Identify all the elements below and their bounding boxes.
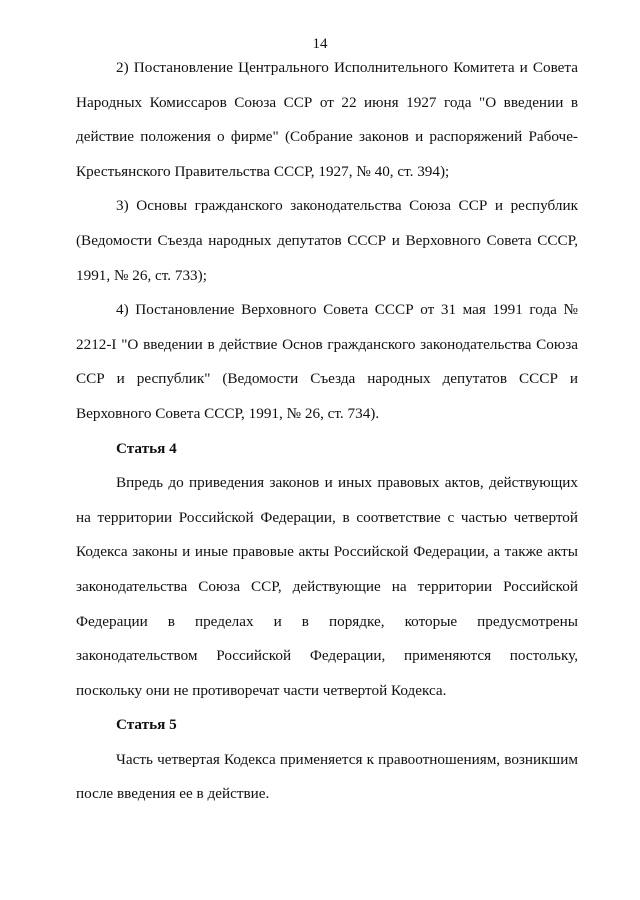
list-item-2: 2) Постановление Центрального Исполнительного Комитета и Совета Народных Комиссаров Союза ССР от 22 июня 1927 года "О введении в действие положения о фирме" (Собрание законов и распоряжений Рабоче-Крестьянского Правительства СССР, 1927, № 40, ст. 394); xyxy=(76,59,578,180)
article-5-text: Часть четвертая Кодекса применяется к правоотношениям, возникшим после введения ее в действие. xyxy=(76,750,578,803)
document-body xyxy=(76,51,578,812)
list-item-3: 3) Основы гражданского законодательства Союза ССР и республик (Ведомости Съезда народных депутатов СССР и Верховного Совета СССР, 1991, № 26, ст. 733); xyxy=(76,197,578,284)
article-5-heading: Статья 5 xyxy=(116,716,177,734)
article-4-text: Впредь до приведения законов и иных правовых актов, действующих на территории Российской Федерации, в соответствие с частью четвертой Кодекса законы и иные правовые акты Российской Федерации, а также акты законодательства Союза ССР, действующие на территории Российской Федерации в пределах и в порядке, которые предусмотрены законодательством Российской Федерации, применяются постольку, поскольку они не противоречат части четвертой Кодекса. xyxy=(76,474,578,699)
article-4-heading: Статья 4 xyxy=(116,439,177,457)
page-number: 14 xyxy=(312,36,328,52)
list-item-4: 4) Постановление Верховного Совета СССР от 31 мая 1991 года № 2212-I "О введении в действие Основ гражданского законодательства Союза ССР и республик" (Ведомости Съезда народных депутатов СССР и Верховного Совета СССР, 1991, № 26, ст. 734). xyxy=(76,301,578,422)
